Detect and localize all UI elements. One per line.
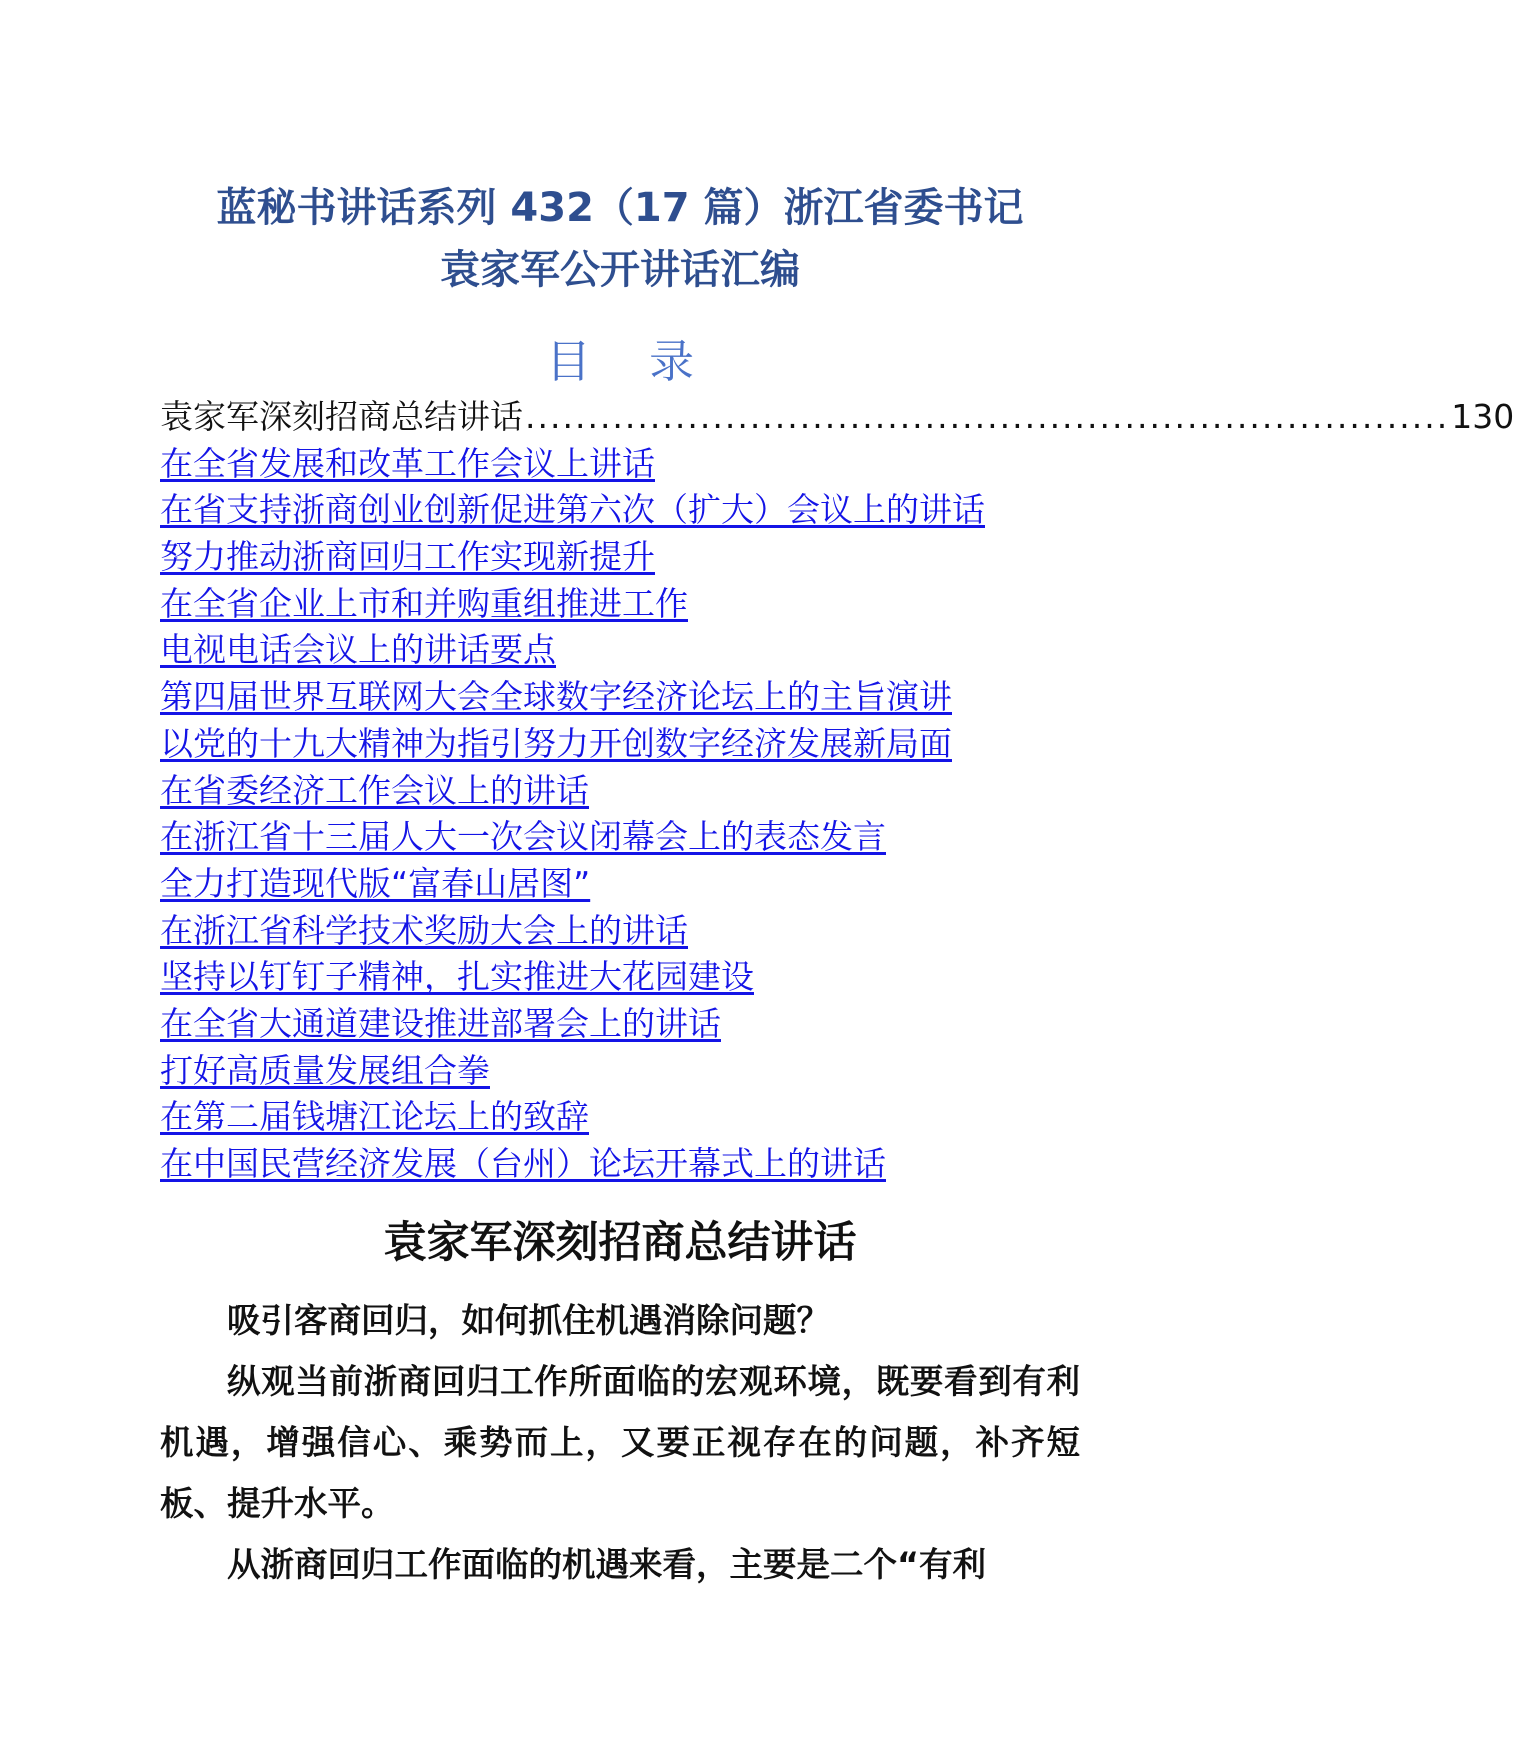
- toc-link[interactable]: 在省支持浙商创业创新促进第六次（扩大）会议上的讲话: [160, 490, 985, 530]
- toc-leader-dots: ..........................................................................: [525, 397, 1450, 436]
- document-title-line-2: 袁家军公开讲话汇编: [440, 247, 800, 293]
- toc-page-number: 130: [1451, 397, 1514, 436]
- body-paragraph: 吸引客商回归，如何抓住机遇消除问题？: [227, 1301, 830, 1340]
- section-title: 袁家军深刻招商总结讲话: [383, 1218, 857, 1268]
- toc-link[interactable]: 在浙江省科学技术奖励大会上的讲话: [160, 910, 688, 950]
- toc-link[interactable]: 以党的十九大精神为指引努力开创数字经济发展新局面: [160, 723, 952, 763]
- toc-link[interactable]: 在全省大通道建设推进部署会上的讲话: [160, 1003, 721, 1043]
- body-paragraph: 纵观当前浙商回归工作所面临的宏观环境，既要看到有利机遇，增强信心、乘势而上，又要正视存在的问题，补齐短板、提升水平。: [160, 1362, 1080, 1523]
- section-body: [160, 1290, 1080, 1595]
- toc-link[interactable]: 在第二届钱塘江论坛上的致辞: [160, 1097, 589, 1137]
- document-title: [150, 177, 1090, 301]
- toc-link[interactable]: 在浙江省十三届人大一次会议闭幕会上的表态发言: [160, 817, 886, 857]
- body-paragraph: 从浙商回归工作面临的机遇来看，主要是二个“有利: [227, 1545, 987, 1584]
- toc-link[interactable]: 打好高质量发展组合拳: [160, 1050, 490, 1090]
- toc-entry-first[interactable]: [160, 394, 1514, 441]
- toc-link[interactable]: 在全省企业上市和并购重组推进工作: [160, 583, 688, 623]
- toc-link[interactable]: 坚持以钉钉子精神，扎实推进大花园建设: [160, 957, 754, 997]
- toc-link[interactable]: 第四届世界互联网大会全球数字经济论坛上的主旨演讲: [160, 677, 952, 717]
- toc-link[interactable]: 电视电话会议上的讲话要点: [160, 630, 556, 670]
- toc-link[interactable]: 努力推动浙商回归工作实现新提升: [160, 537, 655, 577]
- toc-link[interactable]: 全力打造现代版“富春山居图”: [160, 863, 591, 903]
- toc-heading: 目 录: [545, 335, 717, 388]
- toc-link[interactable]: 在中国民营经济发展（台州）论坛开幕式上的讲话: [160, 1144, 886, 1183]
- toc-entry-title: 袁家军深刻招商总结讲话: [160, 397, 523, 436]
- toc-link[interactable]: 在全省发展和改革工作会议上讲话: [160, 443, 655, 483]
- document-title-line-1: 蓝秘书讲话系列 432（17 篇）浙江省委书记: [216, 185, 1024, 231]
- toc-link[interactable]: 在省委经济工作会议上的讲话: [160, 770, 589, 810]
- table-of-contents: [160, 394, 1514, 1188]
